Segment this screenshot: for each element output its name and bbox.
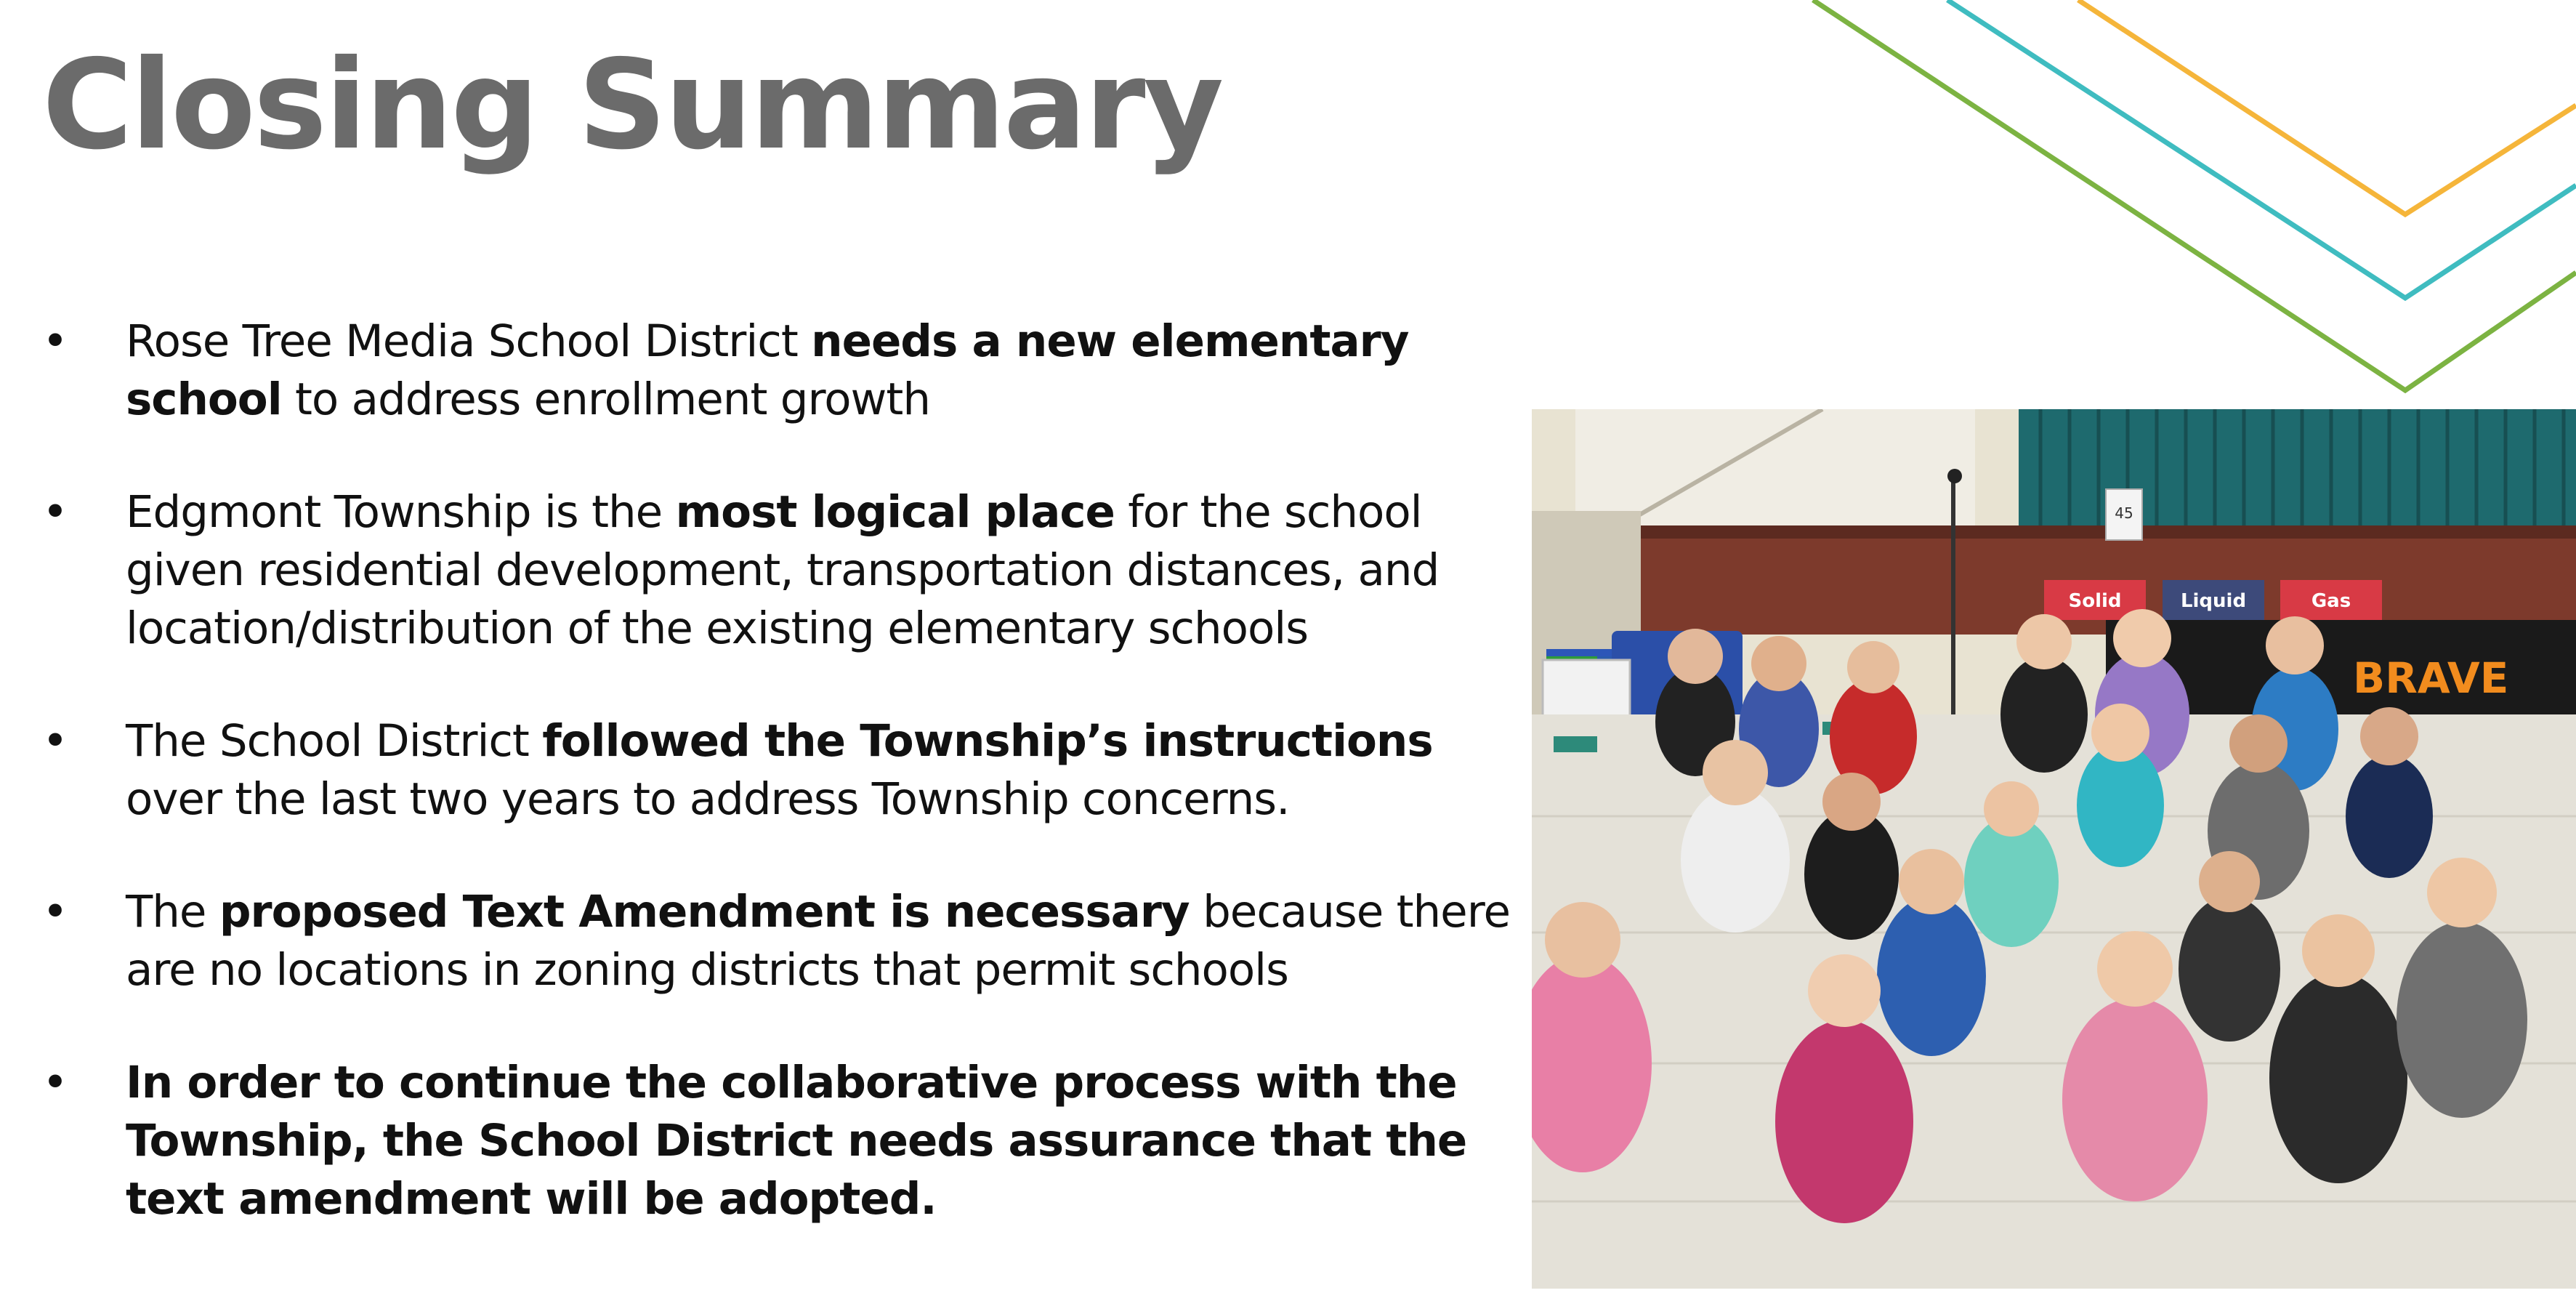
bullet-line xyxy=(126,883,1510,941)
bullet-text-bold: text amendment will be adopted. xyxy=(126,1173,937,1225)
bullet-line xyxy=(126,712,1495,770)
photo-card-number: 45 xyxy=(2115,504,2133,522)
slide-title: Closing Summary xyxy=(42,33,1222,177)
bullet-item xyxy=(42,313,1495,429)
bullet-line xyxy=(126,1112,1495,1170)
bullet-text: for the school xyxy=(1114,486,1422,538)
bullet-text: are no locations in zoning districts that permit schools xyxy=(126,944,1288,996)
bullet-marker: • xyxy=(42,315,68,367)
bullet-marker: • xyxy=(42,886,68,938)
bullet-line xyxy=(126,1054,1495,1112)
class-photo xyxy=(1532,409,2576,1289)
bullet-marker: • xyxy=(42,486,68,538)
bullet-item xyxy=(42,1054,1495,1228)
bullet-line xyxy=(126,313,1495,371)
bullet-line xyxy=(126,371,1495,429)
bullet-item xyxy=(42,712,1495,829)
decorative-chevrons xyxy=(1802,0,2576,407)
bullet-text: The School District xyxy=(126,715,543,767)
chevron-orange xyxy=(2078,0,2576,214)
bullet-list xyxy=(42,313,1510,1283)
bullet-line xyxy=(126,541,1495,600)
bullet-line xyxy=(126,600,1495,658)
bullet-text-bold: In order to continue the collaborative process with the xyxy=(126,1057,1457,1108)
bullet-text: given residential development, transportation distances, and xyxy=(126,544,1440,596)
bullet-line xyxy=(126,483,1495,541)
bullet-text: to address enrollment growth xyxy=(281,374,930,425)
bullet-text-bold: followed the Township’s instructions xyxy=(542,715,1433,767)
bullet-text-bold: most logical place xyxy=(675,486,1115,538)
photo-sign-3-label: Gas xyxy=(2311,590,2351,612)
photo-banner-text: BRAVE xyxy=(2353,653,2509,703)
bullet-text-bold: school xyxy=(126,374,282,425)
bullet-text: over the last two years to address Township concerns. xyxy=(126,773,1290,825)
photo-curtain xyxy=(2019,409,2576,525)
bullet-text: because there xyxy=(1189,886,1510,938)
bullet-line xyxy=(126,1170,1495,1228)
bullet-marker: • xyxy=(42,1057,68,1108)
bullet-text: location/distribution of the existing elementary schools xyxy=(126,603,1309,654)
bullet-text: The xyxy=(126,886,219,938)
bullet-item xyxy=(42,483,1495,658)
bullet-text-bold: proposed Text Amendment is necessary xyxy=(219,886,1190,938)
bullet-marker: • xyxy=(42,715,68,767)
bullet-text-bold: Township, the School District needs assurance that the xyxy=(126,1115,1467,1167)
photo-sign-2-label: Liquid xyxy=(2180,590,2247,612)
bullet-line xyxy=(126,770,1495,829)
bullet-text: Rose Tree Media School District xyxy=(126,315,812,367)
bullet-text: Edgmont Township is the xyxy=(126,486,676,538)
bullet-line xyxy=(126,941,1495,999)
bullet-text-bold: needs a new elementary xyxy=(811,315,1409,367)
chevron-green xyxy=(1813,0,2576,390)
bullet-item xyxy=(42,883,1510,999)
photo-sign-1-label: Solid xyxy=(2068,590,2122,612)
